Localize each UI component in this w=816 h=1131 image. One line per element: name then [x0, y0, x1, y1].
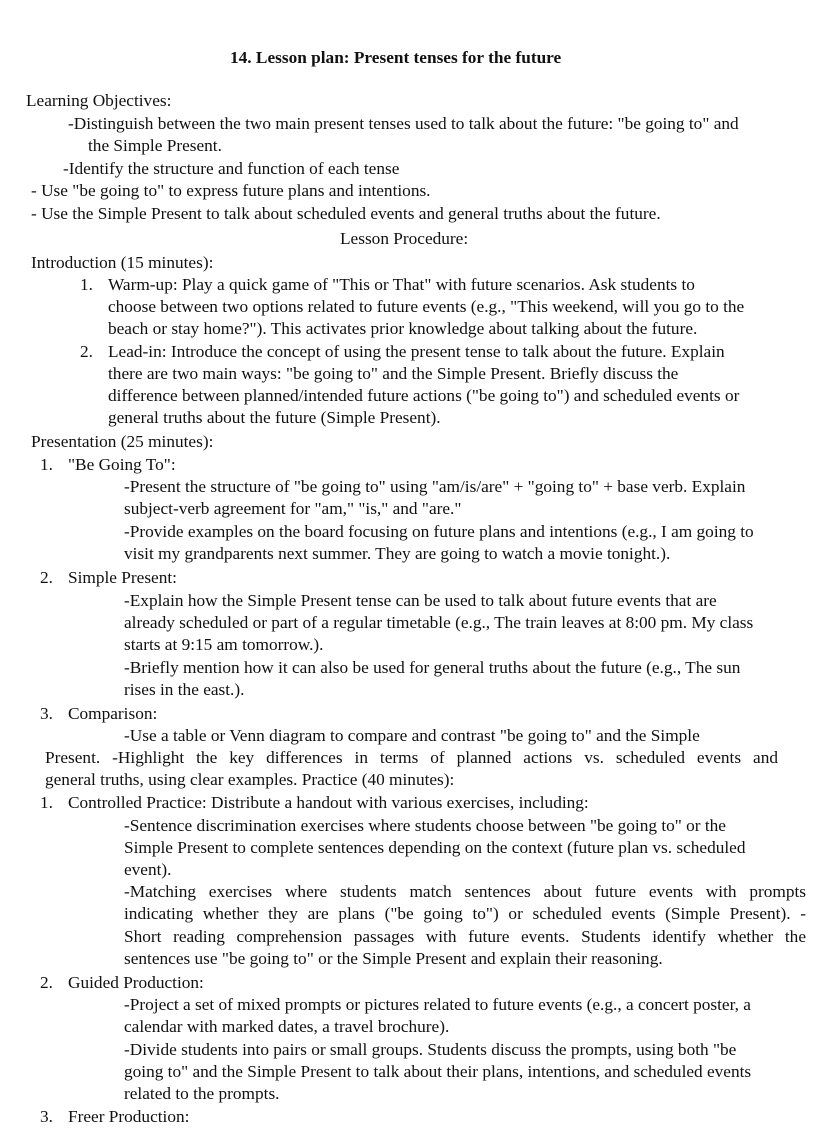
section-title: Comparison: — [68, 704, 158, 723]
section-line: -Provide examples on the board focusing on future plans and intentions (e.g., I am going to — [124, 522, 754, 541]
list-item-line: there are two main ways: "be going to" and the Simple Present. Briefly discuss the — [108, 364, 679, 383]
section-line: Short reading comprehension passages with future events. Students identify whether the — [124, 927, 806, 946]
section-line: rises in the east.). — [124, 680, 245, 699]
section-number: 1. — [40, 793, 53, 812]
section-line: event). — [124, 860, 172, 879]
section-line: -Sentence discrimination exercises where students choose between "be going to" or the — [124, 816, 726, 835]
list-number: 2. — [80, 342, 93, 361]
list-number: 1. — [80, 275, 93, 294]
section-title: Freer Production: — [68, 1107, 190, 1126]
objectives-heading: Learning Objectives: — [26, 91, 172, 110]
list-item-line: beach or stay home?"). This activates prior knowledge about talking about the future. — [108, 319, 698, 338]
section-line: Present. -Highlight the key differences in terms of planned actions vs. scheduled events and — [45, 748, 778, 767]
list-item-line: Warm-up: Play a quick game of "This or That" with future scenarios. Ask students to — [108, 275, 695, 294]
section-number: 3. — [40, 704, 53, 723]
section-number: 1. — [40, 455, 53, 474]
list-item-line: Lead-in: Introduce the concept of using the present tense to talk about the future. Explain — [108, 342, 725, 361]
section-line: subject-verb agreement for "am," "is," and "are." — [124, 499, 462, 518]
section-line: going to" and the Simple Present to talk about their plans, intentions, and scheduled events — [124, 1062, 752, 1081]
section-line: calendar with marked dates, a travel brochure). — [124, 1017, 450, 1036]
objective-line: - Use the Simple Present to talk about scheduled events and general truths about the future. — [31, 204, 661, 223]
section-line: -Use a table or Venn diagram to compare and contrast "be going to" and the Simple — [124, 726, 700, 745]
section-number: 2. — [40, 973, 53, 992]
section-line: already scheduled or part of a regular timetable (e.g., The train leaves at 8:00 pm. My class — [124, 613, 754, 632]
introduction-heading: Introduction (15 minutes): — [31, 253, 214, 272]
section-line: Simple Present to complete sentences depending on the context (future plan vs. scheduled — [124, 838, 746, 857]
list-item-line: difference between planned/intended future actions ("be going to") and scheduled events or — [108, 386, 740, 405]
section-title: "Be Going To": — [68, 455, 176, 474]
section-line: sentences use "be going to" or the Simple Present and explain their reasoning. — [124, 949, 663, 968]
section-line: general truths, using clear examples. Practice (40 minutes): — [45, 770, 455, 789]
section-line: -Matching exercises where students match sentences about future events with prompts — [124, 882, 806, 901]
presentation-heading: Presentation (25 minutes): — [31, 432, 214, 451]
objective-line: -Distinguish between the two main present tenses used to talk about the future: "be going to" and — [68, 114, 739, 133]
page-title: 14. Lesson plan: Present tenses for the future — [230, 48, 562, 67]
list-item-line: choose between two options related to future events (e.g., "This weekend, will you go to the — [108, 297, 745, 316]
section-title: Controlled Practice: Distribute a handout with various exercises, including: — [68, 793, 589, 812]
section-number: 3. — [40, 1107, 53, 1126]
section-line: indicating whether they are plans ("be going to") or scheduled events (Simple Present). - — [124, 904, 806, 923]
section-title: Guided Production: — [68, 973, 204, 992]
section-line: -Explain how the Simple Present tense can be used to talk about future events that are — [124, 591, 717, 610]
section-line: visit my grandparents next summer. They are going to watch a movie tonight.). — [124, 544, 671, 563]
section-line: -Briefly mention how it can also be used for general truths about the future (e.g., The sun — [124, 658, 741, 677]
objective-line: - Use "be going to" to express future plans and intentions. — [31, 181, 431, 200]
objective-line: -Identify the structure and function of each tense — [63, 159, 400, 178]
section-line: -Project a set of mixed prompts or pictures related to future events (e.g., a concert poster, a — [124, 995, 751, 1014]
section-line: starts at 9:15 am tomorrow.). — [124, 635, 324, 654]
objective-line: the Simple Present. — [88, 136, 222, 155]
section-title: Simple Present: — [68, 568, 177, 587]
procedure-heading: Lesson Procedure: — [340, 229, 469, 248]
section-line: -Divide students into pairs or small groups. Students discuss the prompts, using both "be — [124, 1040, 737, 1059]
section-line: related to the prompts. — [124, 1084, 280, 1103]
section-number: 2. — [40, 568, 53, 587]
section-line: -Present the structure of "be going to" using "am/is/are" + "going to" + base verb. Explain — [124, 477, 746, 496]
list-item-line: general truths about the future (Simple Present). — [108, 408, 441, 427]
